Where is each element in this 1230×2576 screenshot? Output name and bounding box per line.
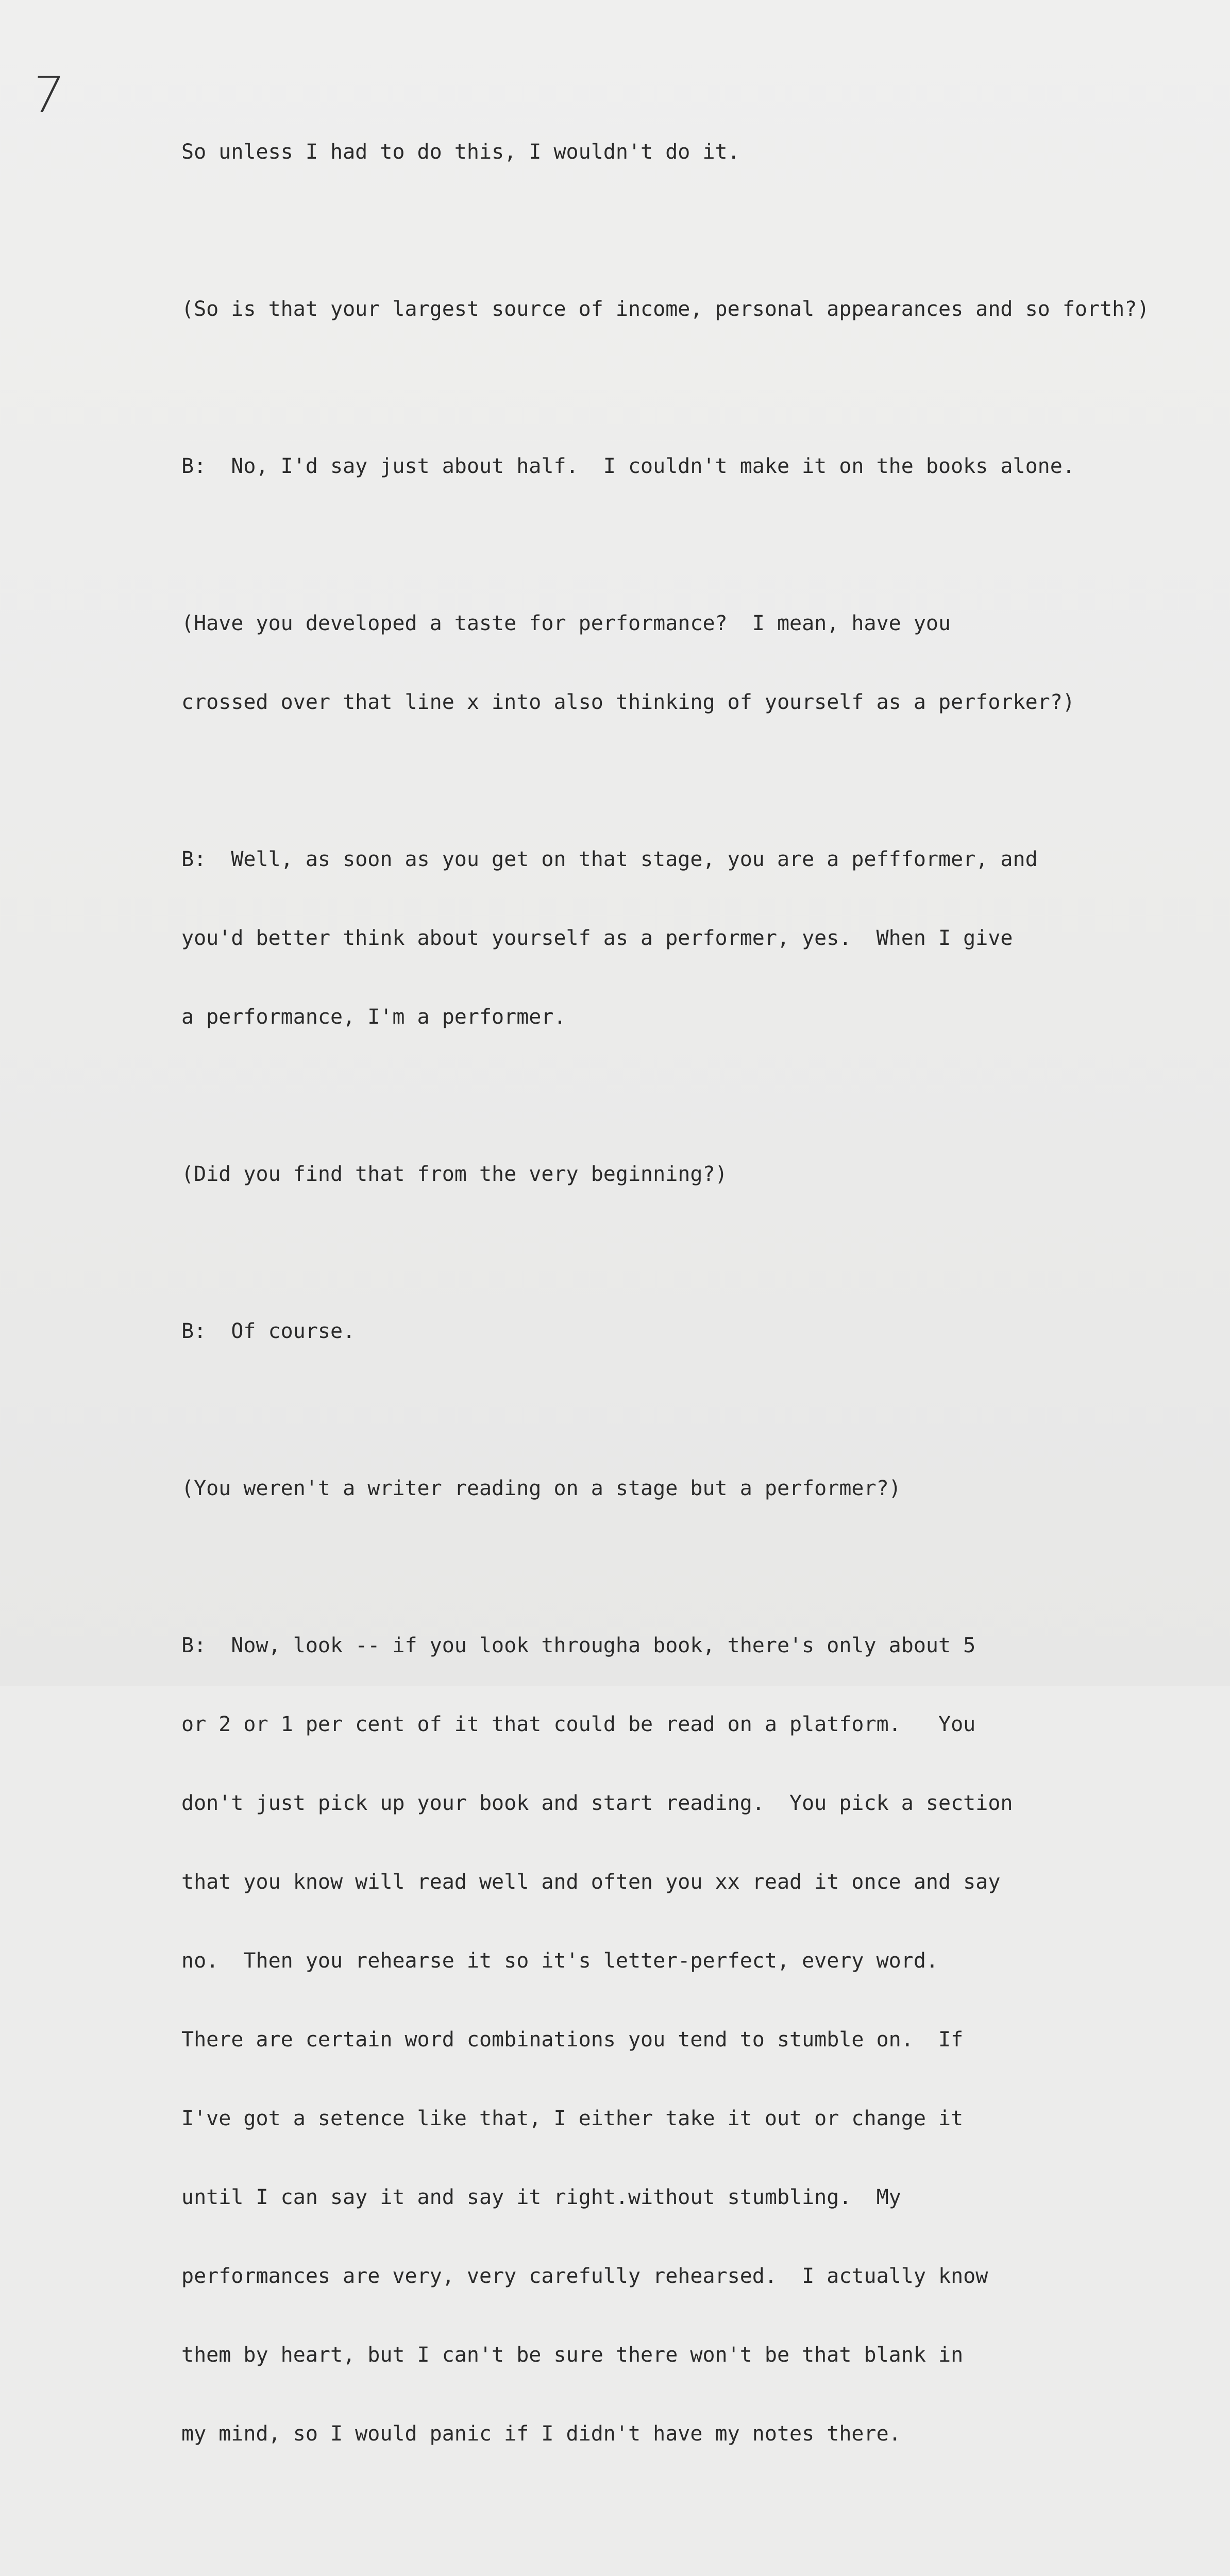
text-line: you'd better think about yourself as a performer, yes. When I give xyxy=(181,926,1013,950)
paragraph xyxy=(181,244,1207,375)
paragraph xyxy=(181,1580,1207,2500)
text-line: B: Of course. xyxy=(181,1319,356,1343)
paragraph xyxy=(181,558,1207,768)
text-line: my mind, so I would panic if I didn't have my notes there. xyxy=(181,2422,901,2446)
paragraph xyxy=(181,1109,1207,1240)
paragraph xyxy=(181,1423,1207,1554)
text-line: that you know will read well and often you xx read it once and say xyxy=(181,1870,1001,1894)
paragraph xyxy=(181,2526,1207,2576)
paragraph xyxy=(181,1266,1207,1397)
text-line: performances are very, very carefully rehearsed. I actually know xyxy=(181,2264,988,2288)
text-line: There are certain word combinations you tend to stumble on. If xyxy=(181,2028,964,2052)
text-line: (You weren't a writer reading on a stage but a performer?) xyxy=(181,1477,901,1500)
text-line: B: Now, look -- if you look througha book, there's only about 5 xyxy=(181,1634,976,1657)
text-line: (Have you developed a taste for performance? I mean, have you xyxy=(181,612,951,635)
text-line: B: No, I'd say just about half. I couldn't make it on the books alone. xyxy=(181,454,1075,478)
text-line: So unless I had to do this, I wouldn't do it. xyxy=(181,140,740,164)
text-line: (Did you find that from the very beginning?) xyxy=(181,1162,728,1186)
text-line: (So is that your largest source of income, personal appearances and so forth?) xyxy=(181,297,1150,321)
text-line: until I can say it and say it right.without stumbling. My xyxy=(181,2185,901,2209)
text-line: B: Well, as soon as you get on that stage, you are a peffformer, and xyxy=(181,848,1038,871)
text-line: them by heart, but I can't be sure there won't be that blank in xyxy=(181,2343,964,2367)
text-line: I've got a setence like that, I either take it out or change it xyxy=(181,2107,964,2130)
handwritten-page-number: 7 xyxy=(29,66,66,124)
text-line: don't just pick up your book and start reading. You pick a section xyxy=(181,1791,1013,1815)
text-line: a performance, I'm a performer. xyxy=(181,1005,566,1029)
paragraph xyxy=(181,401,1207,532)
paragraph xyxy=(181,794,1207,1083)
text-line: or 2 or 1 per cent of it that could be read on a platform. You xyxy=(181,1713,976,1736)
transcript-text xyxy=(181,87,1207,2576)
text-line: crossed over that line x into also thinking of yourself as a perforker?) xyxy=(181,690,1075,714)
text-line: no. Then you rehearse it so it's letter-perfect, every word. xyxy=(181,1949,939,1973)
paragraph xyxy=(181,87,1207,218)
